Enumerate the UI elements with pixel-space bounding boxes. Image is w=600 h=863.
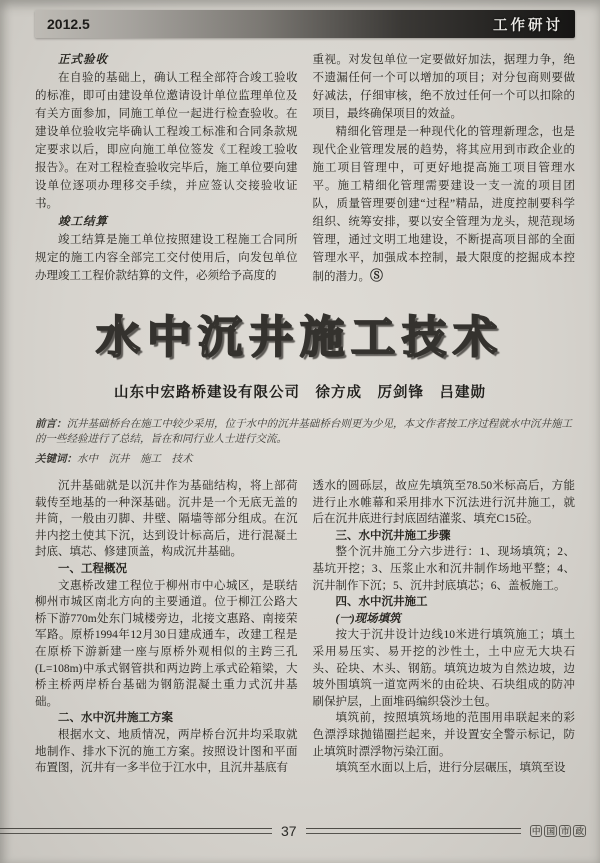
journal-logo-char: 市 [560, 826, 570, 836]
paragraph [313, 123, 576, 286]
paragraph: 填筑至水面以上后，进行分层碾压，填筑至设 [335, 762, 566, 775]
article-byline: 山东中宏路桥建设有限公司 徐方成 厉剑锋 吕建勋 [114, 385, 486, 401]
paragraph: 竣工结算是施工单位按照建设工程施工合同所规定的施工内容全部完工交付使用后，向发包单位办理竣工工程价款结算的文件，必须给予高度的 [35, 234, 298, 282]
article-body-columns [35, 478, 575, 777]
paragraph: 在自验的基础上，确认工程全部符合竣工验收的标准，即可由建设单位邀请设计单位监理单位及有关方面参加，同施工单位一起进行检查验收。在建设单位验收完毕确认工程竣工标准和合同条款规定要求以后，即应向施工单位签发《工程竣工验收报告》。在对工程检查验收完毕后，施工单位要向建设单位逐项办理移交手续，并应签认交接验收证书。 [35, 72, 298, 210]
previous-article-right-column [313, 51, 576, 286]
section-heading: 四、水中沉井施工 [335, 596, 428, 609]
article-abstract [35, 417, 572, 467]
keywords-line [35, 452, 572, 467]
column-title: 工作研讨 [493, 17, 563, 34]
journal-logo-char: 国 [546, 826, 555, 836]
page-header-bar [35, 10, 575, 38]
sub-heading: (一)现场填筑 [335, 612, 401, 625]
journal-logo-char: 政 [575, 826, 584, 836]
foreword-line [35, 417, 572, 447]
body-left-column [35, 478, 298, 777]
keywords-text: 水中 沉井 施工 技术 [77, 454, 193, 465]
foreword-text: 沉井基础桥台在施工中较少采用，位于水中的沉井基础桥台则更为少见，本文作者按工序过程就水中沉井施工的一些经验进行了总结，旨在和同行业人士进行交流。 [35, 419, 573, 445]
paragraph: 整个沉井施工分六步进行：1、现场填筑；2、基坑开挖；3、压浆止水和沉井制作场地平整；4、沉井制作下沉；5、沉井封底填芯；6、盖板施工。 [312, 546, 575, 592]
paragraph: 根据水文、地质情况，两岸桥台沉井均采取就地制作、排水下沉的施工方案。按照设计图和平面布置图，沉井有一多半位于江水中，且沉井基底有 [35, 728, 298, 775]
section-heading: 二、水中沉井施工方案 [58, 712, 173, 725]
page-footer [0, 823, 600, 839]
previous-article-left-column [35, 51, 298, 286]
article-title: 水中沉井施工技术 [96, 313, 504, 362]
paragraph: 文惠桥改建工程位于柳州市中心城区，是联结柳州市城区南北方向的主要通道。位于柳江公路大桥下游770m处东门城楼旁边，北接文惠路、南接荣军路。原桥1994年12月30日建成通车，改建工程是在原桥下游新建一座与原桥外观相似的主跨三孔(L=108m)中承式钢管拱和两边跨上承式砼箱梁，大桥主桥两岸桥台基础为钢筋混凝土重力式沉井基础。 [35, 579, 298, 708]
foreword-label: 前言： [35, 419, 67, 430]
footer-rule-left [0, 828, 272, 834]
paragraph: 透水的圆砾层，故应先填筑至78.50米标高后，方能进行止水帷幕和采用排水下沉法进行沉井施工，就后在沉井底进行封底固结灌浆、填充C15砼。 [312, 480, 575, 526]
article-title-block [0, 301, 600, 365]
paragraph: 重视。对发包单位一定要做好加法，据理力争，绝不遗漏任何一个可以增加的项目；对分包商则要做好减法，仔细审核，绝不放过任何一个可以扣除的项目，最终确保项目的效益。 [312, 54, 575, 120]
section-heading: 三、水中沉井施工步骤 [335, 529, 451, 542]
journal-logo [530, 825, 586, 837]
journal-logo-char: 中 [531, 826, 541, 836]
section-heading: 一、工程概况 [58, 562, 127, 575]
page-number: 37 [281, 823, 297, 839]
section-heading: 正式验收 [58, 54, 108, 66]
section-heading: 竣工结算 [58, 216, 108, 228]
paragraph: 填筑前，按照填筑场地的范围用串联起来的彩色漂浮球抛锚圈拦起来，并设置安全警示标记，防止填筑时漂浮物污染江面。 [312, 712, 575, 758]
paragraph: 按大于沉井设计边线10米进行填筑施工；填土采用易压实、易开挖的沙性土，土中应无大块石头、砼块、木头、钢筋。填筑边坡为自然边坡，边坡外围填筑一道宽两米的由砼块、石块组成的防冲刷保护层，上面堆码编织袋沙土包。 [312, 629, 575, 708]
keywords-label: 关键词： [35, 454, 77, 465]
body-right-column [313, 478, 576, 777]
paragraph-text: 精细化管理是一种现代化的管理新理念，也是现代企业管理发展的趋势，将其应用到市政企业的施工项目管理中，可更好地提高施工项目管理水平。施工精细化管理需要建设一支一流的项目团队，质量管理要创建“过程”精品，进度控制要科学组织、统筹安排，要以安全管理为龙头，规范现场管理，通过文明工地建设，不断提高项目部的全面管理水平，加强成本控制，最大限度的挖掘成本控制的潜力。 [312, 126, 575, 283]
previous-article-columns [35, 51, 575, 286]
issue-number: 2012.5 [47, 16, 90, 32]
paragraph: 沉井基础就是以沉井作为基础结构，将上部荷载传至地基的一种深基础。沉井是一个无底无盖的井筒，一般由刃脚、井壁、隔墙等部分组成。在沉井内挖土使其下沉，达到设计标高后，进行混凝土封底、填芯、修建顶盖，构成沉井基础。 [35, 480, 298, 559]
article-end-mark-icon: Ⓢ [370, 268, 384, 283]
footer-rule-right [306, 828, 521, 834]
